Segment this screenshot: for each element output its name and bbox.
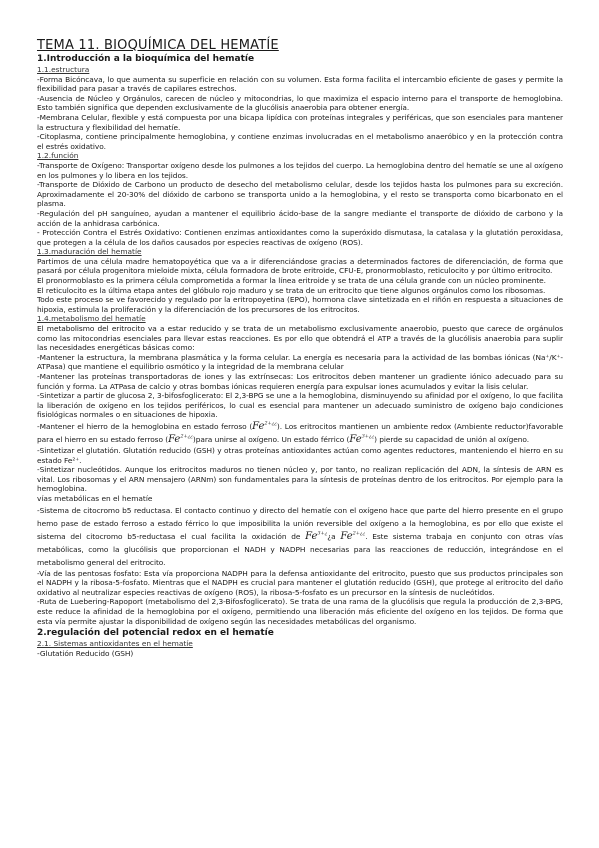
function-paragraph: -Transporte de Dióxido de Carbono un producto de desecho del metabolismo celular, desde los tejidos hasta los pulmones para su excreción. Aproximadamente el 20-30% del dióxido de carbono se transporta unido a la hemoglobina, y el resto se transporta como bicarbonato en el plasma.	[37, 180, 563, 209]
subsection-antioxidant-heading: 2.1. Sistemas antioxidantes en el hematíe	[37, 639, 193, 649]
iron-text: )para unirse al oxígeno. Un estado férrico (	[192, 434, 350, 444]
iron-text: ). Los eritrocitos mantienen un ambiente redox (Ambiente	[276, 421, 493, 431]
iron-text: capacidad de unión al oxígeno.	[415, 434, 530, 444]
subsection-metabolism-heading: 1.4.metabolismo del hematíe	[37, 314, 146, 324]
metabolism-paragraph: El metabolismo del eritrocito va a estar reducido y se trata de un metabolismo exclusivamente anaerobio, puesto que carece de orgánulos como las mitocondrias esenciales para llevar estas reacciones. Es por ello que obtendrá el ATP a través de la glucólisis anaerobia para suplir las necesidades energéticas básicas como:	[37, 324, 563, 353]
glutathione-paragraph: -Sintetizar el glutatión. Glutatión reducido (GSH) y otras proteínas antioxidantes actúan como agentes reductores, manteniendo el hierro en su estado Fe²⁺.	[37, 445, 563, 465]
iron-text: ) pierde su	[374, 434, 414, 444]
pathways-heading: vías metabólicas en el hematíe	[37, 493, 153, 503]
structure-paragraph: -Forma Bicóncava, lo que aumenta su superficie en relación con su volumen. Esta forma facilita el intercambio eficiente de gases y permite la flexibilidad para pasar a través de capilares estrechos.	[37, 74, 563, 94]
structure-paragraph: -Membrana Celular, flexible y está compuesta por una bicapa lipídica con proteínas integrales y periféricas, que son esenciales para mantener la estructura y flexibilidad del hematíe.	[37, 112, 563, 132]
fe-symbol: Fe	[252, 420, 265, 432]
ferrous-formula	[168, 434, 193, 445]
subsection-maturation-heading: 1.3.maduración del hematíe	[37, 247, 142, 257]
metabolism-paragraph: -Mantener las proteínas transportadoras de iones y las extrínsecas: Los eritrocitos deben mantener un gradiente iónico adecuado para su función y forma. La ATPasa de calcio y otras bombas iónicas requieren energía para expulsar iones acumulados y evitar la lisis celular.	[37, 372, 563, 391]
gsh-line: -Glutatión Reducido (GSH)	[37, 648, 134, 658]
ferrous-formula	[252, 421, 277, 432]
nucleotide-paragraph: -Sintetizar nucleótidos. Aunque los eritrocitos maduros no tienen núcleo y, por tanto, no realizan replicación del ADN, la síntesis de ARN es vital. Los ribosomas y el ARN mensajero (ARNm) son fundamentales para la síntesis de proteínas dentro de los eritrocitos. Por ejemplo para la hemoglobina.	[37, 465, 563, 494]
maturation-paragraph: Todo este proceso se ve favorecido y regulado por la eritropoyetina (EPO), hormona clave sintetizada en el riñón en respuesta a situaciones de hipoxia, estimula la proliferación y la diferenciación de los precursores de los eritrocitos.	[37, 295, 563, 314]
structure-paragraph: -Citoplasma, contiene principalmente hemoglobina, y contiene enzimas involucradas en el metabolismo anaeróbico y en la protección contra el estrés oxidativo.	[37, 132, 563, 151]
maturation-paragraph: El reticulocito es la última etapa antes del glóbulo rojo maduro y se trata de un eritrocito que tiene algunos orgánulos como los ribosomas.	[37, 285, 546, 295]
metabolism-paragraph: -Mantener la estructura, la membrana plasmática y la forma celular. La energía es necesaria para la actividad de las bombas iónicas (Na⁺/K⁺-ATPasa) que mantiene el equilibrio osmótico y la integridad de la membrana celular	[37, 352, 563, 372]
document-title: TEMA 11. BIOQUÍMICA DEL HEMATÍE	[37, 38, 279, 53]
iron-paragraph	[37, 420, 563, 446]
fe-symbol: Fe	[349, 433, 362, 445]
fe-symbol: Fe	[340, 530, 353, 542]
cytochrome-text: -Sistema de citocromo b5 reductasa. El contacto continuo y directo del hematíe con el oxígeno hace que parte del hierro presente en el grupo hemo pase de estado ferroso a estado férrico lo que imposibilita la unión reversible del oxígeno a la hemoglobina, es	[37, 505, 563, 528]
cytochrome-text: en conjunto con otras vías metabólicas, como la glucólisis que proporcionan el NADH y NADPH necesarias para las reacciones de reducción, integrándose en el metabolismo general del eritrocito.	[37, 531, 563, 567]
metabolism-paragraph: -Sintetizar a partir de glucosa 2, 3-bifosfoglicerato: El 2,3-BPG se une a la hemoglobina, disminuyendo su afinidad por el oxígeno, lo que facilita la liberación de oxígeno en los tejidos periféricos, lo cual es esencial para mantener un adecuado suministro de oxígeno bajo condiciones fisiológicas normales o en situaciones de hipoxia.	[37, 391, 563, 420]
fe-charge: 3+¿	[317, 530, 328, 537]
function-paragraph: - Protección Contra el Estrés Oxidativo: Contienen enzimas antioxidantes como la superóxido dismutasa, la catalasa y la glutatión peroxidasa, que protegen a la célula de los daños causados por especies reactivas de oxígeno (ROS).	[37, 228, 563, 247]
subsection-function-heading: 1.2.función	[37, 151, 79, 161]
iron-text: -Mantener el hierro de la hemoglobina en estado ferroso (	[37, 421, 253, 431]
iron-text: reductor)favorable para el hierro en su estado ferroso (	[37, 421, 563, 444]
fe-charge: 2+¿¿	[180, 433, 193, 440]
fe-symbol: Fe	[168, 433, 181, 445]
maturation-paragraph: El pronormoblasto es la primera célula comprometida a formar la línea eritroide y se trata de una célula grande con un núcleo prominente.	[37, 276, 546, 286]
ferrous-formula	[340, 531, 365, 542]
fe-charge: 3+¿¿	[361, 433, 375, 440]
section-2-heading: 2.regulación del potencial redox en el hematíe	[37, 628, 274, 639]
ferric-formula	[349, 434, 374, 445]
function-paragraph: -Transporte de Oxígeno: Transportar oxígeno desde los pulmones a los tejidos del cuerpo. La hemoglobina dentro del hematíe se une al oxígeno en los pulmones y lo libera en los tejidos.	[37, 160, 563, 180]
pentose-paragraph: -Vía de las pentosas fosfato: Esta vía proporciona NADPH para la defensa antioxidante del eritrocito, puesto que sus productos principales son el NADPH y la ribosa-5-fosfato. Mientras que el NADPH es crucial para mantener el glutatión reducido (GSH), que protege al eritrocito del daño oxidativo al neutralizar especies reactivas de oxígeno (ROS), la ribosa-5-fosfato es un precursor en la síntesis de nucleótidos.	[37, 568, 563, 597]
fe-charge: 2+¿¿	[352, 530, 366, 537]
cytochrome-text: por ello que existe el sistema del citocromo b5-reductasa el cual facilita la oxidación de	[37, 518, 563, 541]
section-1-heading: 1.Introducción a la bioquímica del hematíe	[37, 54, 255, 64]
function-paragraph: -Regulación del pH sanguíneo, ayudan a mantener el equilibrio ácido-base de la sangre mediante el transporte de dióxido de carbono y la acción de la anhidrasa carbónica.	[37, 208, 563, 228]
fe-symbol: Fe	[305, 530, 318, 542]
luebering-paragraph: -Ruta de Luebering-Rapoport (metabolismo del 2,3-Bifosfoglicerato). Se trata de una rama de la glucólisis que regula la producción de 2,3-BPG, este reduce la afinidad de la hemoglobina por el oxígeno, permitiendo una liberación más eficiente del oxígeno en los tejidos. De forma que esta vía permite ajustar la disponibilidad de oxígeno según las necesidades metabólicas del organismo.	[37, 597, 563, 626]
subsection-structure-heading: 1.1.estructura	[37, 65, 90, 74]
ferric-formula	[305, 531, 327, 542]
maturation-paragraph: Partimos de una célula madre hematopoyética que va a ir diferenciándose gracias a determinados factores de diferenciación, de forma que pasará por célula progenitora mieloide mixta, célula formadora de brote eritroide, CFU-E, pronormoblasto, reticulocito y por último eritrocito.	[37, 256, 563, 276]
cytochrome-text: ¿a	[327, 531, 341, 541]
cytochrome-text: . Este sistema trabaja	[365, 531, 453, 541]
cytochrome-paragraph	[37, 504, 563, 569]
structure-paragraph: -Ausencia de Núcleo y Orgánulos, carecen de núcleo y mitocondrias, lo que maximiza el espacio interno para el transporte de hemoglobina. Esto también significa que dependen exclusivamente de la glucólisis anaerobia para obtener energía.	[37, 93, 563, 113]
fe-charge: 2+¿¿	[264, 420, 277, 427]
